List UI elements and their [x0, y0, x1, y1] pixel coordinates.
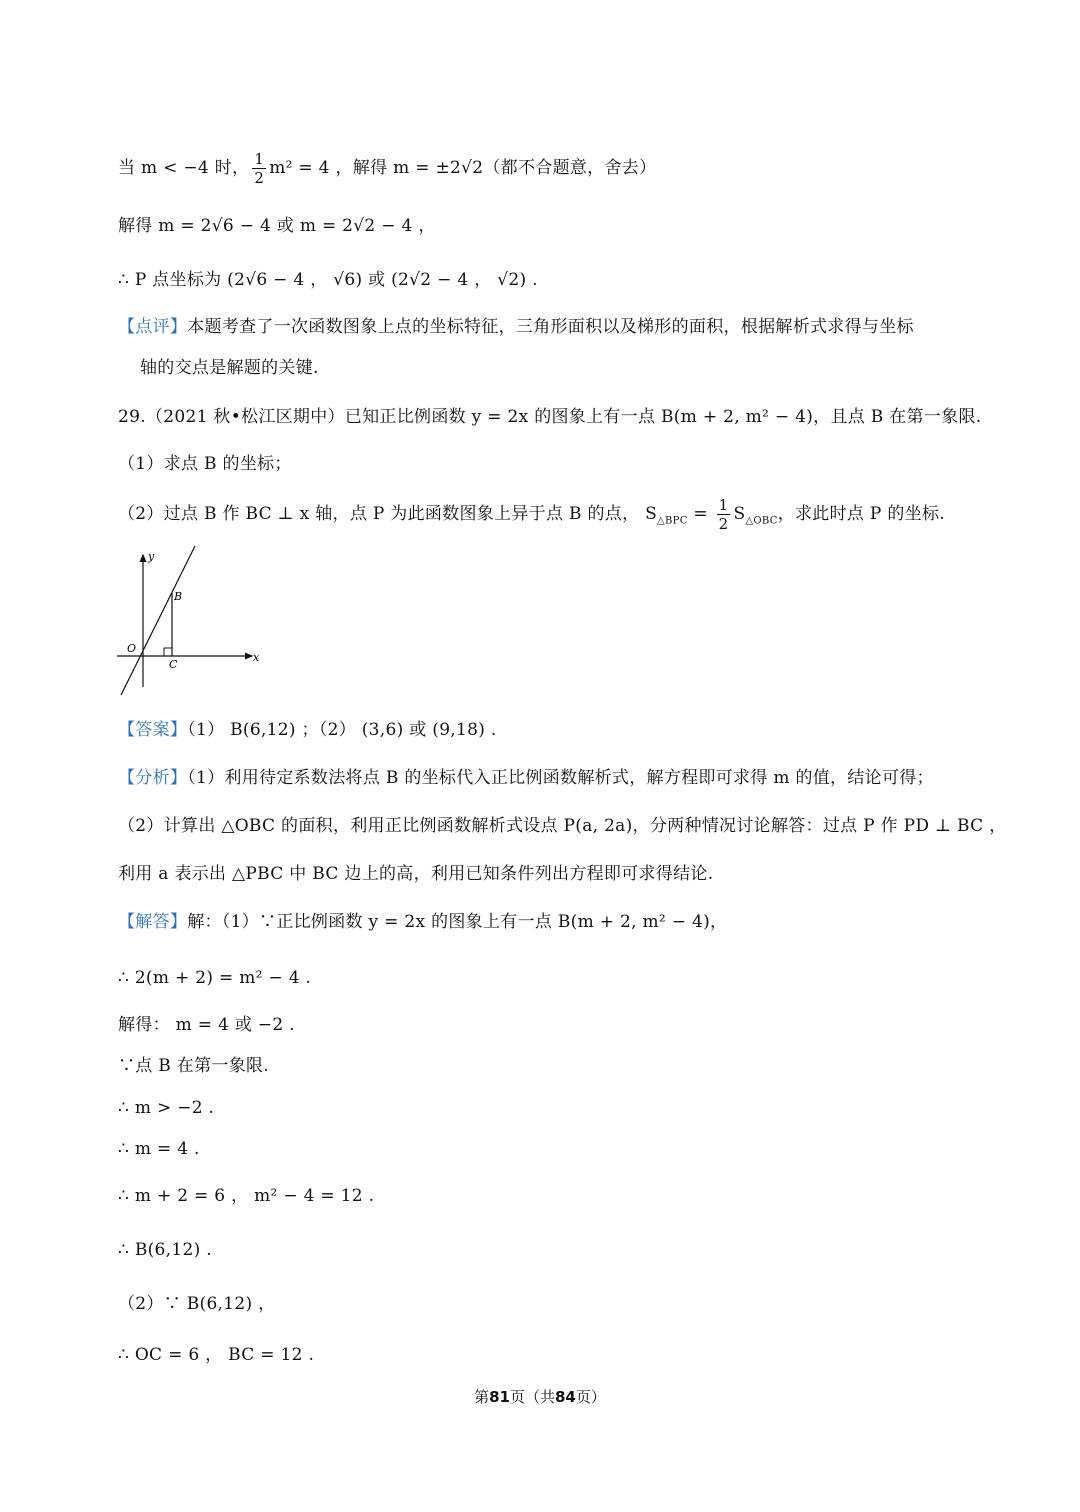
label-b: B	[174, 590, 183, 603]
solution-step-8: （2）∵ B(6,12) ，	[118, 1294, 276, 1314]
text-line-2: 解得 m = 2√6 − 4 或 m = 2√2 − 4 ，	[118, 216, 436, 236]
solution-step-7: ∴ B(6,12) .	[118, 1240, 212, 1260]
label-y: y	[148, 550, 155, 563]
fraction: $\frac{1}{2}$	[718, 496, 729, 533]
text-line-3: ∴ P 点坐标为 (2√6 − 4 ， √6) 或 (2√2 − 4 ， √2) .	[118, 270, 538, 290]
solution-step-2: 解得： m = 4 或 −2 .	[118, 1015, 295, 1035]
page-total: 84	[555, 1388, 576, 1406]
coordinate-figure	[112, 545, 272, 700]
fraction: $\frac{1}{2}$	[254, 150, 265, 187]
analysis-tag: 【分析】	[118, 768, 188, 788]
analysis-line-2: （2）计算出 △OBC 的面积，利用正比例函数解析式设点 P(a, 2a)，分两种情况讨论解答：过点 P 作 PD ⊥ BC ，	[118, 816, 1007, 836]
answer-line: 【答案】（1） B(6,12) ；（2） (3,6) 或 (9,18) .	[118, 720, 497, 740]
solution-step-3: ∵点 B 在第一象限.	[118, 1056, 270, 1076]
text-line-1: 当 m < −4 时， $\frac{1}{2}$ m² = 4 ，解得 m = ±2√2（都不合题意，舍去）	[118, 150, 657, 187]
solution-tag: 【解答】	[118, 912, 188, 932]
function-line	[121, 546, 195, 695]
solution-step-1: ∴ 2(m + 2) = m² − 4 .	[118, 968, 312, 988]
solution-step-5: ∴ m = 4 .	[118, 1139, 200, 1159]
label-c: C	[169, 658, 178, 671]
solution-step-6: ∴ m + 2 = 6 ， m² − 4 = 12 .	[118, 1186, 375, 1206]
analysis-line-3: 利用 a 表示出 △PBC 中 BC 边上的高，利用已知条件列出方程即可求得结论.	[118, 864, 714, 884]
solution-step-9: ∴ OC = 6 ， BC = 12 .	[118, 1345, 315, 1365]
question-29: 29.（2021 秋•松江区期中）已知正比例函数 y = 2x 的图象上有一点 B(m + 2, m² − 4)，且点 B 在第一象限.	[118, 407, 982, 427]
analysis-line: 【分析】（1）利用待定系数法将点 B 的坐标代入正比例函数解析式，解方程即可求得 m 的值，结论可得；	[118, 768, 934, 788]
comment-line: 【点评】本题考查了一次函数图象上点的坐标特征，三角形面积以及梯形的面积，根据解析式求得与坐标	[118, 317, 914, 337]
solution-line: 【解答】解：（1）∵正比例函数 y = 2x 的图象上有一点 B(m + 2, m² − 4)，	[118, 912, 728, 932]
solution-step-4: ∴ m > −2 .	[118, 1098, 215, 1118]
answer-tag: 【答案】	[118, 720, 188, 740]
label-x: x	[253, 651, 260, 664]
question-part-1: （1）求点 B 的坐标；	[118, 454, 292, 474]
comment-tag: 【点评】	[118, 317, 188, 337]
label-o: O	[127, 642, 137, 655]
question-part-2: （2）过点 B 作 BC ⊥ x 轴，点 P 为此函数图象上异于点 B 的点， $S_{\triangle BPC}$ = $\frac{1}{2}$ $S_{\triangle OBC}$，求此时点 P 的坐标.	[118, 496, 945, 533]
page-number: 81	[489, 1388, 510, 1406]
page-footer: 第81页（共84页）	[474, 1388, 606, 1406]
right-angle-mark	[164, 648, 172, 656]
comment-line-cont: 轴的交点是解题的关键.	[140, 358, 319, 378]
